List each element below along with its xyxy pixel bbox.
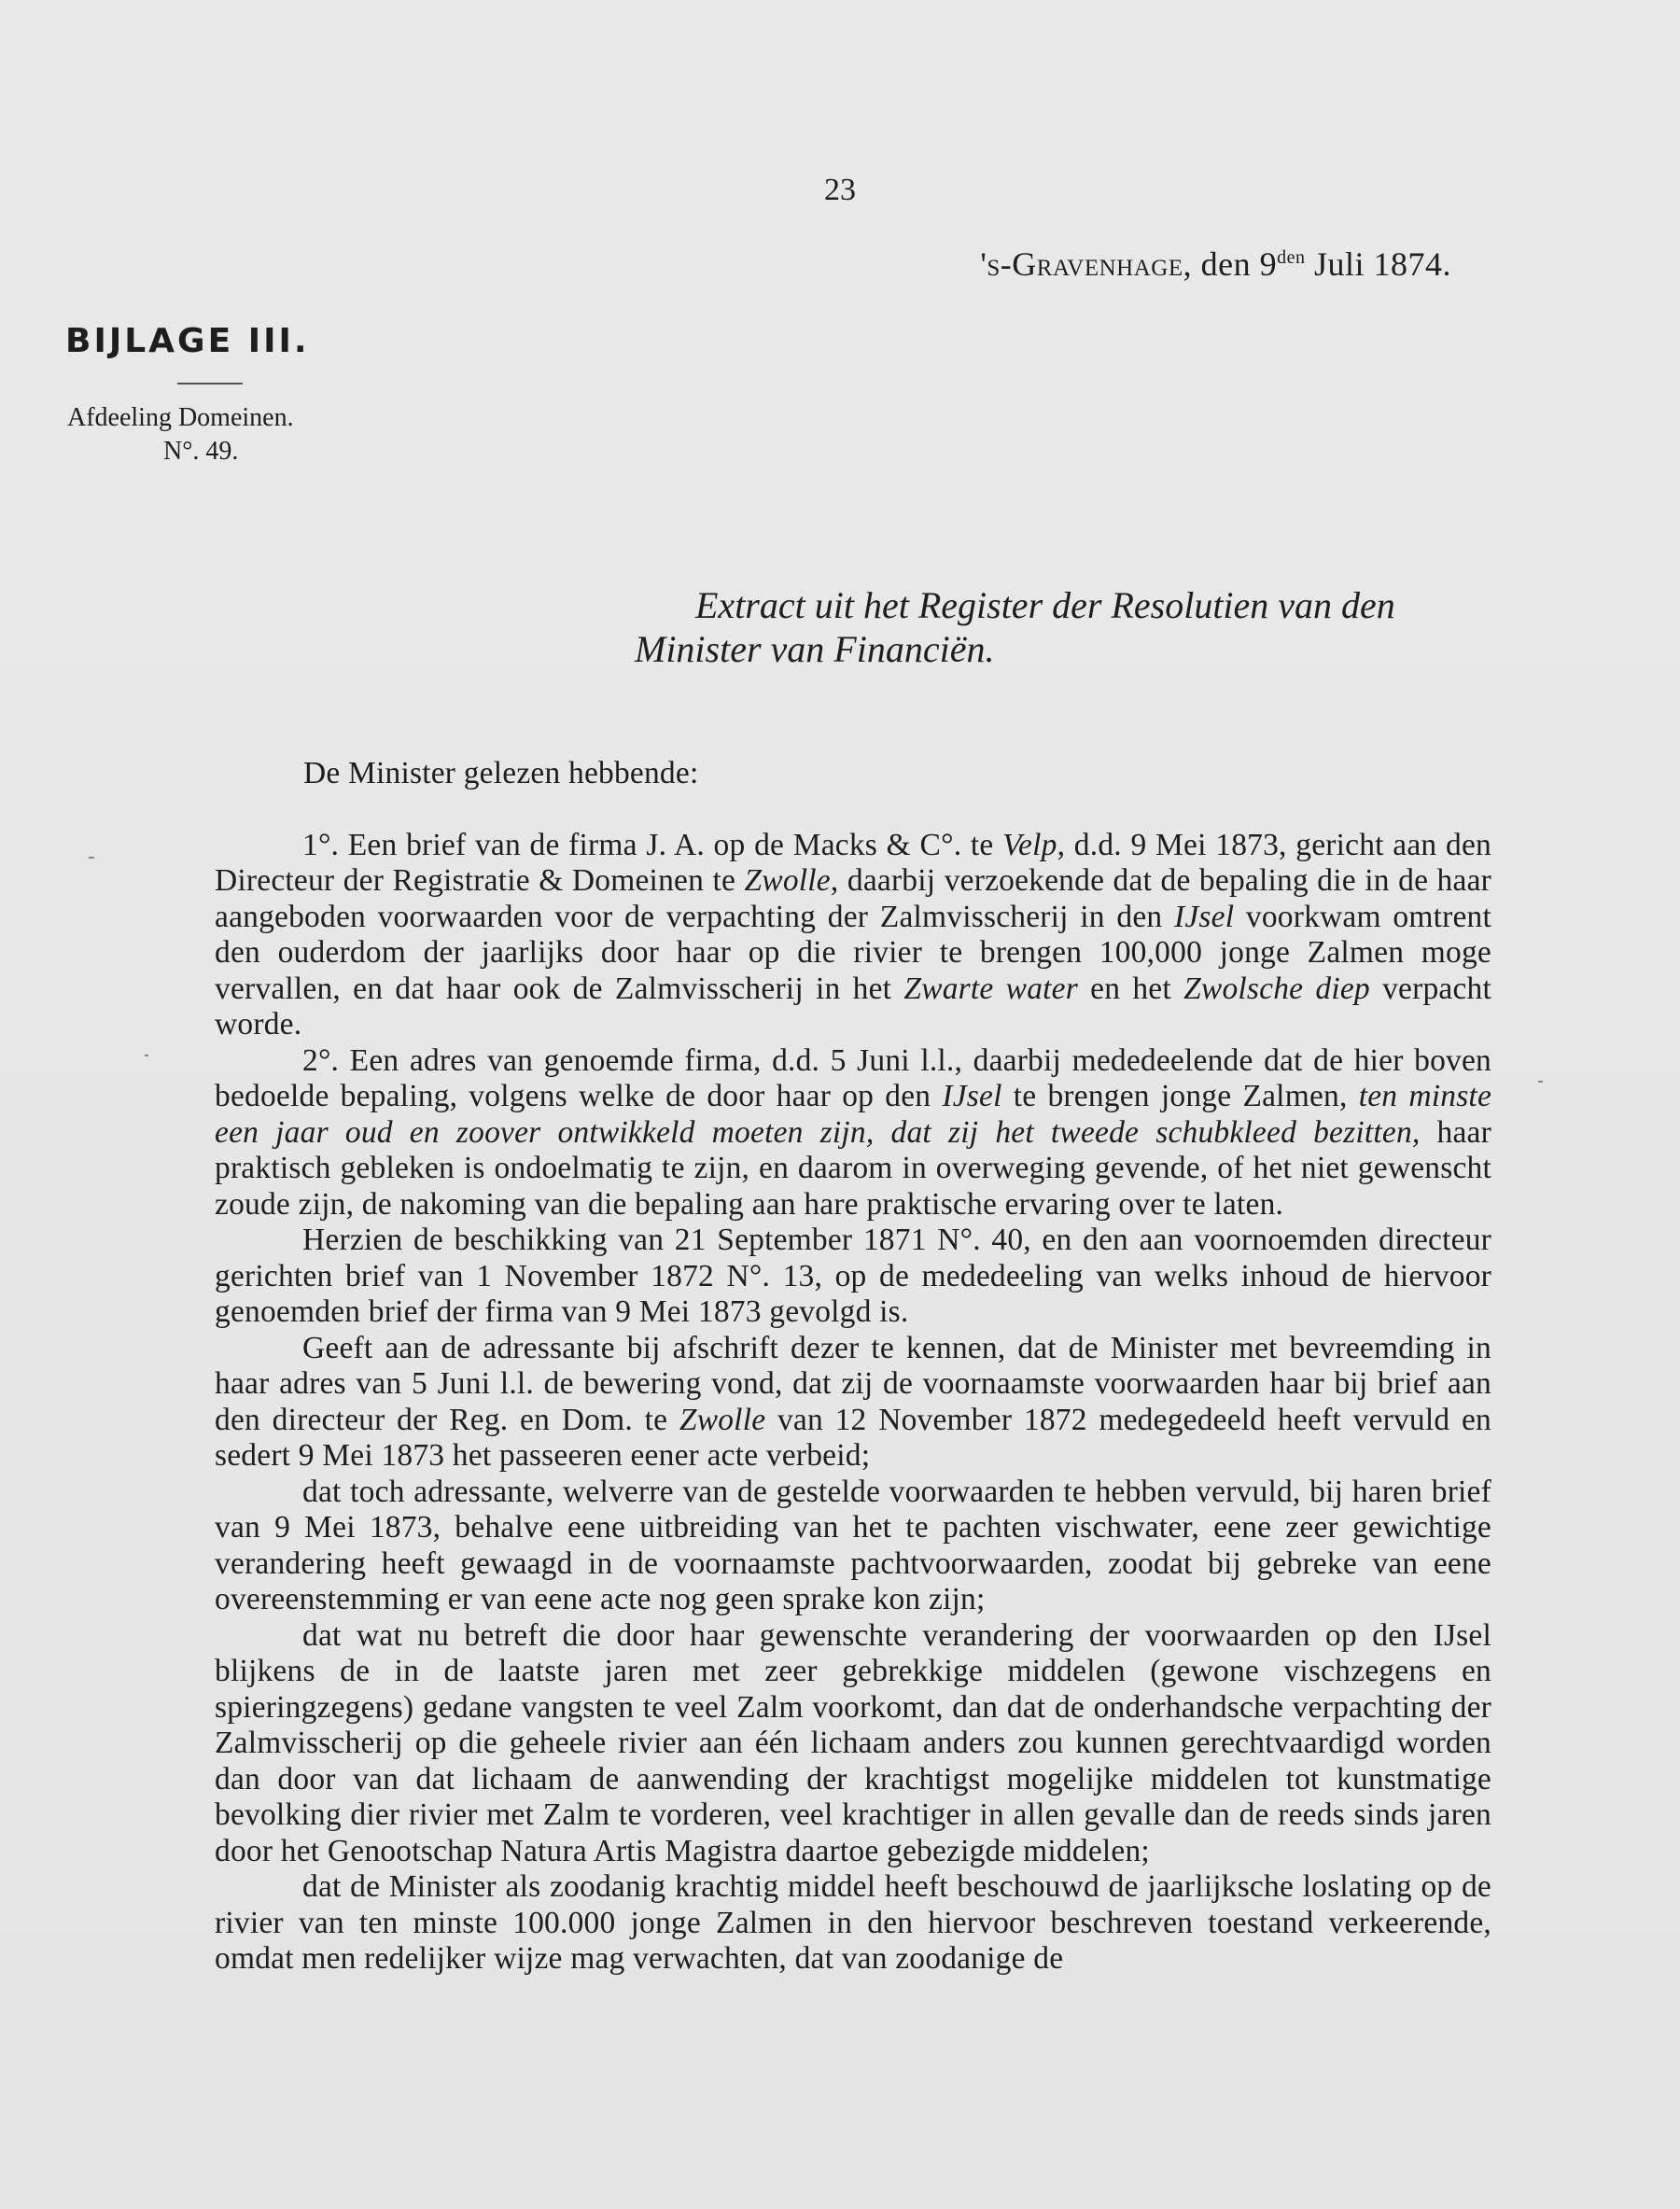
text-run: Geeft aan de adressante bij afschrift dezer te kennen, dat de Minister met bevreemding in haar adres van 5 Juni l.l. de bewering vond, dat zij de voornaamste voorwaarden haar bij brief aan den directeur der Reg. en Dom. te	[215, 1330, 1491, 1437]
divider	[177, 383, 243, 384]
intro-line: De Minister gelezen hebbende:	[303, 756, 699, 790]
text-run: , d.d. 9 Mei 1873, gericht aan den Directeur der Registratie & Domeinen te	[215, 827, 1491, 898]
text-run: 1°. Een brief van de firma J. A. op de Macks & C°. te	[302, 827, 1003, 862]
italic-place: Zwolle	[744, 863, 831, 898]
date-prefix: , den 9	[1183, 245, 1278, 283]
department-number: N°. 49.	[163, 437, 239, 466]
body-text	[215, 756, 1491, 1978]
text-run: voorkwam omtrent den ouderdom der jaarlijks door haar op die rivier te brengen 100,000 jonge Zalmen moge vervallen, en dat haar ook de Zalmvisscherij in het	[215, 899, 1491, 1006]
paragraph-6: dat wat nu betreft die door haar gewenschte verandering der voorwaarden op den IJsel blijkens de in de laatste jaren met zeer gebrekkige middelen (gewone vischzegens en spieringzegens) gedane vangsten te veel Zalm voorkomt, dan dat de onderhandsche verpachting der Zalmvisscherij op die geheele rivier aan één lichaam anders zou kunnen gerechtvaardigd worden dan door van dat lichaam de aanwending der krachtigst mogelijke middelen tot kunstmatige bevolking dier rivier met Zalm te vorderen, veel krachtiger in allen gevalle dan de reeds sinds jaren door het Genootschap Natura Artis Magistra daartoe gebezigde middelen;	[215, 1617, 1491, 1868]
date-superscript: den	[1277, 247, 1306, 268]
italic-place: Zwolsche diep	[1183, 971, 1370, 1006]
italic-place: Velp	[1002, 827, 1057, 862]
extract-title-line-1: Extract uit het Register der Resolutien van den	[695, 584, 1395, 626]
text-run: verpacht worde.	[215, 971, 1491, 1042]
department-label: Afdeeling Domeinen.	[67, 403, 294, 432]
italic-place: Zwarte water	[903, 971, 1078, 1006]
text-run: , daarbij verzoekende dat de bepaling die in de haar aangeboden voorwaarden voor de verpachting der Zalmvisscherij in den	[215, 863, 1491, 934]
scan-speck	[1538, 1081, 1543, 1083]
paragraph-3: Herzien de beschikking van 21 September 1871 N°. 40, en den aan voornoemden directeur gerichten brief van 1 November 1872 N°. 13, op de mededeeling van welks inhoud de hiervoor genoemden brief der firma van 9 Mei 1873 gevolgd is.	[215, 1223, 1491, 1329]
extract-title	[0, 583, 1680, 671]
text-run: te brengen jonge Zalmen,	[1001, 1079, 1359, 1113]
italic-place: Zwolle	[679, 1402, 766, 1437]
paragraph-5: dat toch adressante, welverre van de gestelde voorwaarden te hebben vervuld, bij haren brief van 9 Mei 1873, behalve eene uitbreiding van het te pachten vischwater, eene zeer gewichtige verandering heeft gewaagd in de voornaamste pachtvoorwaarden, zoodat bij gebreke van eene overeenstemming er van eene acte nog geen sprake kon zijn;	[215, 1474, 1491, 1616]
paragraph-2	[215, 1043, 1491, 1223]
place-name: 's-Gravenhage	[980, 245, 1183, 283]
paragraph-1	[215, 828, 1491, 1043]
text-run: van 12 November 1872 medegedeeld heeft vervuld en sedert 9 Mei 1873 het passeeren eener acte verbeid;	[215, 1402, 1491, 1473]
text-run: 2°. Een adres van genoemde firma, d.d. 5 Juni l.l., daarbij mededeelende dat de hier boven bedoelde bepaling, volgens welke de door haar op den	[215, 1042, 1491, 1113]
italic-quotation: ten minste een jaar oud en zoover ontwikkeld moeten zijn, dat zij het tweede schubkleed bezitten,	[215, 1079, 1492, 1150]
date-suffix: Juli 1874.	[1305, 245, 1451, 283]
annex-title: BIJLAGE III.	[65, 322, 310, 360]
italic-place: IJsel	[1174, 899, 1235, 934]
scan-speck	[89, 857, 94, 859]
italic-place: IJsel	[942, 1079, 1002, 1113]
place-date-line	[980, 245, 1451, 284]
page-number: 23	[824, 173, 856, 207]
scan-speck	[145, 1055, 148, 1056]
text-run: en het	[1077, 971, 1184, 1006]
paragraph-4	[215, 1331, 1491, 1475]
paragraph-7: dat de Minister als zoodanig krachtig middel heeft beschouwd de jaarlijksche loslating op de rivier van ten minste 100.000 jonge Zalmen in den hiervoor beschreven toestand verkeerende, omdat men redelijker wijze mag verwachten, dat van zoodanige de	[215, 1869, 1491, 1976]
text-run: haar praktisch gebleken is ondoelmatig te zijn, en daarom in overweging gevende, of het niet gewenscht zoude zijn, de nakoming van die bepaling aan hare praktische ervaring over te laten.	[215, 1114, 1491, 1222]
extract-title-line-2: Minister van Financiën.	[635, 628, 995, 670]
